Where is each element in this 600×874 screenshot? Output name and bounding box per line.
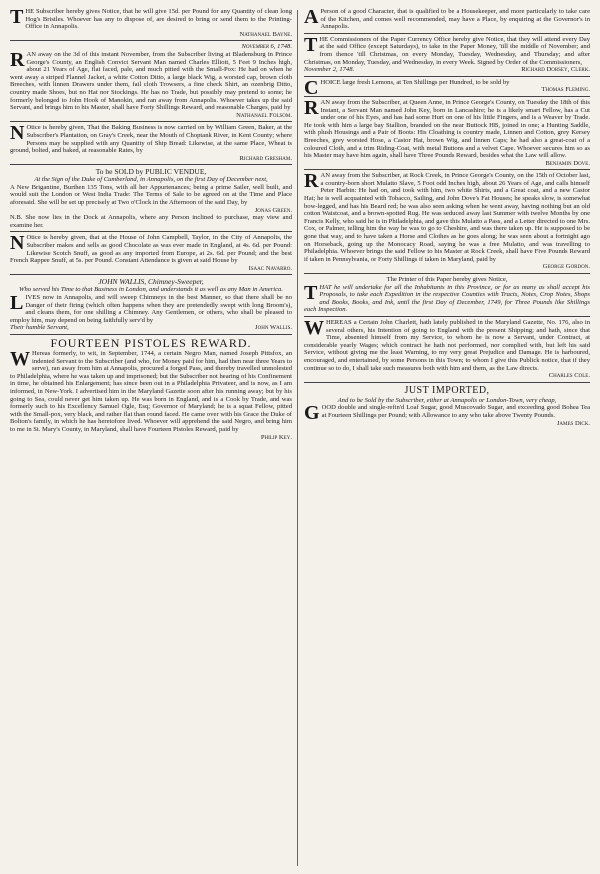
ad-signoff-row (304, 66, 590, 74)
drop-cap: T (304, 281, 318, 304)
ad-housekeeper (304, 8, 590, 31)
ad-text: AN away from the Subscriber, at Queen Anne, in Prince George's County, on Tuesday the 18th of this Instant, a Servant Man named John Key, born in Lancashire; he is a likely smart Fellow, has a Cut under one of his Eyes, and has had some Hurt on one of his little Fingers, and is a Weaver by Trade. He took with him a large bay Stallion, branded on the near Buttock HB, joined in one; a Hunting Saddle, with plush Housings and a Pair of Boots: His Cloathing is country made, Linnen and Cotton, grey Kersey Breeches, grey worsted Hose, a Castor Hat, brown Wig, and linnen Caps; he had also a great-coat of a coloured Cloth, and a trim Riding-Coat, with metal Buttons and a velvet Cape. Whoever secures him so as his Master may have him again, shall have Three Pounds Reward, besides what the Law will allow. (304, 98, 590, 160)
ad-paper-currency (304, 33, 590, 74)
ad-subtitle: At the Sign of the Duke of Cumberland, in Annapolis, on the first Day of December next, (34, 176, 268, 184)
divider-rule (10, 334, 292, 335)
ad-lemons (304, 76, 590, 99)
left-column (10, 8, 292, 870)
ad-text: Otice is hereby given, that at the House of John Campbell, Taylor, in the City of Annapolis, the Subscriber makes and sells as good Chocolate as was ever made in England, at 4s. 6d. per Pound: Likewise Scotch Snuff, as good as any imported from Europe, at 2s. 6d. per Pound; and the best French Rappee Snuff, at 5s. per Pound. Constant Attendance is given at said House by (10, 234, 292, 265)
ad-note: N.B. She now lies in the Dock at Annapolis, where any Person inclined to purchase, may view and examine her. (10, 214, 292, 229)
ad-title: JUST IMPORTED, (404, 384, 490, 396)
ad-signature: Nathanael Bayne. (239, 30, 292, 38)
ad-chimney-sweeper (10, 277, 292, 332)
drop-cap: T (304, 33, 318, 56)
ad-signoff: Their humble Servant, (10, 324, 69, 332)
ad-text: AN away on the 3d of this instant November, from the Subscriber living at Bladensburg in Prince George's County, an English Convict Servant Man named Charles Elliott, 5 Feet 9 Inches high, about 21 Years of Age, flat faced, pale, and much pitted with the Small-Pox: He had on when he went away a striped Flannel Jacket, a white Cotton Ditto, a large black Wig, a worsted cap, brown cloth Breeches, with linnen Drawers under them, fail cloth Trowsers, a fine check Shirt, an ozenbrig Ditto, country made Shoes, but no Hat nor Stockings. He has no Trade, but possibly may pretend to some; he formerly belonged to John Hook of Manokin, and ran away from Annapolis. Whoever takes up the said Servant, and brings him to his Master, shall have Forty Shillings Reward, and reasonable Charges, paid by (10, 50, 292, 112)
ad-text: Hereas formerly, to wit, in September, 1744, a certain Negro Man, named Joseph Pittsfox, an indented Servant to the Subscriber (and who, for Money paid for him, had then near three Years to serve), ran away from him at Annapolis, procured a forged Pass, and thereby travelled unmolested to Philadelphia, where he was taken up and imprisoned; but the Subscriber not hearing of his Confinement in time, he obtained his Enlargement; has since been out in a Philadelphia Privateer, and is now, as I am informed, in New-York. I advertised him in the Maryland Gazette soon after his running away; but by his going to Sea, could never get him taken up. He was born in England, and is a Cook by Trade, and was formerly such to his Excellency Samuel Ogle, Esq; Governor of Maryland; he is a squat Fellow, pitted with the Small-pox, very black, and rather flat than round faced. He came over with his Grace the Duke of Bolton's family, in which he has heretofore lived. Whoever will apprehend the said Negro, and bring him to me in St. Mary's County, in Maryland, shall have Fourteen Pistoles Reward, paid by (10, 349, 292, 433)
right-column (304, 8, 590, 870)
ad-title: To be SOLD by PUBLIC VENDUE, (95, 167, 207, 177)
divider-rule (10, 164, 292, 165)
divider-rule (304, 273, 590, 274)
divider-rule (304, 169, 590, 170)
ad-text: IVES now in Annapolis, and will sweep Chimneys in the best Manner, so that there shall be no Danger of their firing (which often happens when they are pretendedly swept with long Broom's), and cleans them, for one shilling a Chimney. Any Gentlemen, or others, who shall be pleased to employ him, may depend on being faithfully serv'd by (10, 294, 292, 324)
ad-runaway-elliott (10, 43, 292, 119)
ad-heading: The Printer of this Paper hereby gives Notice, (386, 276, 508, 283)
drop-cap: L (10, 292, 24, 314)
divider-rule (304, 96, 590, 97)
ad-subtitle: And to be Sold by the Subscriber, either at Annapolis or London-Town, very cheap, (337, 396, 557, 404)
ad-signature: Thomas Fleming. (541, 86, 590, 94)
drop-cap: N (10, 232, 25, 255)
ad-signature: Richard Dorsey, Clerk. (521, 66, 590, 74)
ad-signature: Richard Gresham. (239, 154, 292, 162)
ad-text: HOICE large fresh Lemons, at Ten Shillings per Hundred, to be sold by (320, 78, 510, 86)
drop-cap: R (304, 96, 319, 119)
ad-hog-bristles (10, 8, 292, 38)
ad-just-imported (304, 385, 590, 427)
divider-rule (10, 231, 292, 232)
ad-text: A New Brigantine, Burthen 135 Tons, with all her Appurtenances; being a prime Sailer, well built, and would suit the London or West India Trade: The Terms of Sale to be agreed on at the Time and Place aforesaid. She will be set up precisely at Two o'Clock in the Afternoon of the said Day, by (10, 183, 292, 207)
column-divider (297, 10, 298, 866)
ad-signature: James Dick. (556, 419, 590, 427)
ad-runaway-mulatto (304, 172, 590, 271)
ad-dateline: November 6, 1748. (241, 43, 292, 51)
ad-signature: Benjamin Dove. (545, 159, 590, 167)
drop-cap: A (304, 8, 319, 28)
ad-text: OOD double and single-refin'd Loaf Sugar, good Muscovado Sugar, and exceeding good Bohea Tea at Fourteen Shillings per Pound; with Allowance to any who take above Twenty Pounds. (321, 404, 590, 419)
ad-text: HE Subscriber hereby gives Notice, that he will give 15d. per Pound for any Quantity of clean long Hog's Bristles. Whoever has any to dispose of, are desired to bring or send them to the Printing-Office in Annapolis. (25, 8, 292, 31)
drop-cap: G (304, 402, 320, 425)
ad-chocolate (10, 234, 292, 272)
divider-rule (304, 76, 590, 77)
ad-text: Otice is hereby given, That the Baking Business is now carried on by William Green, Baker, at the Subscriber's Plantation, on Gray's Creek, near the Mouth of Choptank River, in Kent County; where Persons may be supplied with any Quantity of Ship Bread: Likewise, at the same Place, Wheat is ground, bolted, and baked, at reasonable Rates, by (10, 124, 292, 155)
ad-text: HE Commissioners of the Paper Currency Office hereby give Notice, that they will attend every Day at the said Office (except Saturdays), to take in the Paper Money, 'till the middle of November; and from thence 'till Christmas, on every Monday, Tuesday, Wednesday, and Thursday; and after Christmas, on Monday, Tuesday, and Wednesday, in every Week. Signed by Order of the Commissioners, (304, 35, 590, 66)
ad-printer-notice (304, 276, 590, 314)
ad-charlett (304, 316, 590, 380)
drop-cap: R (10, 48, 25, 71)
ad-signature: Philip Key. (260, 433, 292, 441)
ad-text: HEREAS a Certain John Charlett, hath lately published in the Maryland Gazette, No. 176, also in several others, his Intention of going to England with the present Shipping; and hath, since that Time, absented himself from my Service, to whom he is now a Servant, under Contract, at considerable yearly Wages; which contract he hath not performed, nor complied with, but left his said Service, without giving me the least Warning, to my very great Prejudice and Damage. He is harboured, encouraged, and entertained, by some Persons in this Town; to whom I give this Publick notice, that if they continue so to do, I shall take such measures both with him and them, as the Law directs. (304, 318, 590, 372)
divider-rule (10, 121, 292, 122)
ad-text: HAT he will undertake for all the Inhabitants in this Province, or for as many as shall accept his Proposals, to take each Expedition in the respective Counties with Tracts, Notes, Crop Notes, Shops and Books, Books, and Ink, until the first Day of December, 1749, for Three Pounds like Shillings each Inspection. (304, 283, 590, 314)
ad-text: AN away from the Subscriber, at Rock Creek, in Prince George's County, on the 15th of October last, a country-born short Mulatto Slave, 5 Foot odd Inches high, about 26 Years of Age, and calls himself Peter Harbin: He had on, and took with him, two white Shirts, and a Great coat, and a new Castor Hat; he is well acquainted with Tobacco, Sailing, and John Dove's Fat Houses; he speaks slow, is somewhat bow-legged, and has his Beard red; he was also seen asking when he went away, having nothing but an old cotton Waistcoat, and a brown-spotted Rug. He was seduced away last Summer with twelve Months by one Francis Kelly, who said he is in Philadelphia, and gave this Mulatto a Pass, and a Letter directed to one Mrs. Cox, or Palmer, telling him the way he was to go to Cheshire, and was there taken up. He is supposed to be gone that way, and to have taken a Horse and Clothes as he goes along; he was seen about a fortnight ago on Horseback, going up the Monocacy Road, saying he was a free Mulatto, and was travelling to Philadelphia. Whoever brings the said Fellow to his Master at Rock Creek, shall have Five Pounds Reward if taken in Pennsylvania, or Forty Shillings if taken in Maryland, paid by (304, 172, 590, 263)
ad-signature: Jonas Green. (254, 206, 292, 214)
ad-signature: George Gordon. (542, 263, 590, 271)
ad-signature: Nathanael Folsom. (236, 111, 292, 119)
ad-baking (10, 124, 292, 162)
divider-rule (304, 33, 590, 34)
drop-cap: T (10, 8, 24, 28)
ad-title: FOURTEEN PISTOLES REWARD. (50, 335, 252, 350)
ad-date: November 2, 1748. (304, 66, 355, 74)
divider-rule (304, 382, 590, 383)
divider-rule (10, 274, 292, 275)
drop-cap: C (304, 76, 319, 99)
drop-cap: N (10, 122, 25, 145)
ad-runaway-key (304, 96, 590, 167)
drop-cap: W (304, 316, 324, 339)
divider-rule (304, 316, 590, 317)
ad-subtitle: Who served his Time to that Business in London, and understands it as well as any Man in America. (19, 286, 283, 294)
ad-title: JOHN WALLIS, Chimney-Sweeper, (98, 277, 204, 287)
drop-cap: R (304, 170, 319, 193)
ad-text: Person of a good Character, that is qualified to be a Housekeeper, and more particularly to take care of the Kitchen, and comes well recommended, may have a Place, by enquiring at the Governor's in Annapolis. (320, 8, 590, 31)
drop-cap: W (10, 347, 30, 370)
ad-signature: John Wallis. (255, 324, 292, 332)
divider-rule (10, 40, 292, 41)
ad-signature: Charles Cole. (548, 372, 590, 380)
ad-signature: Isaac Navarro. (248, 264, 292, 272)
ad-public-vendue (10, 167, 292, 229)
ad-fourteen-pistoles (10, 337, 292, 441)
ad-signoff-row (10, 324, 292, 332)
